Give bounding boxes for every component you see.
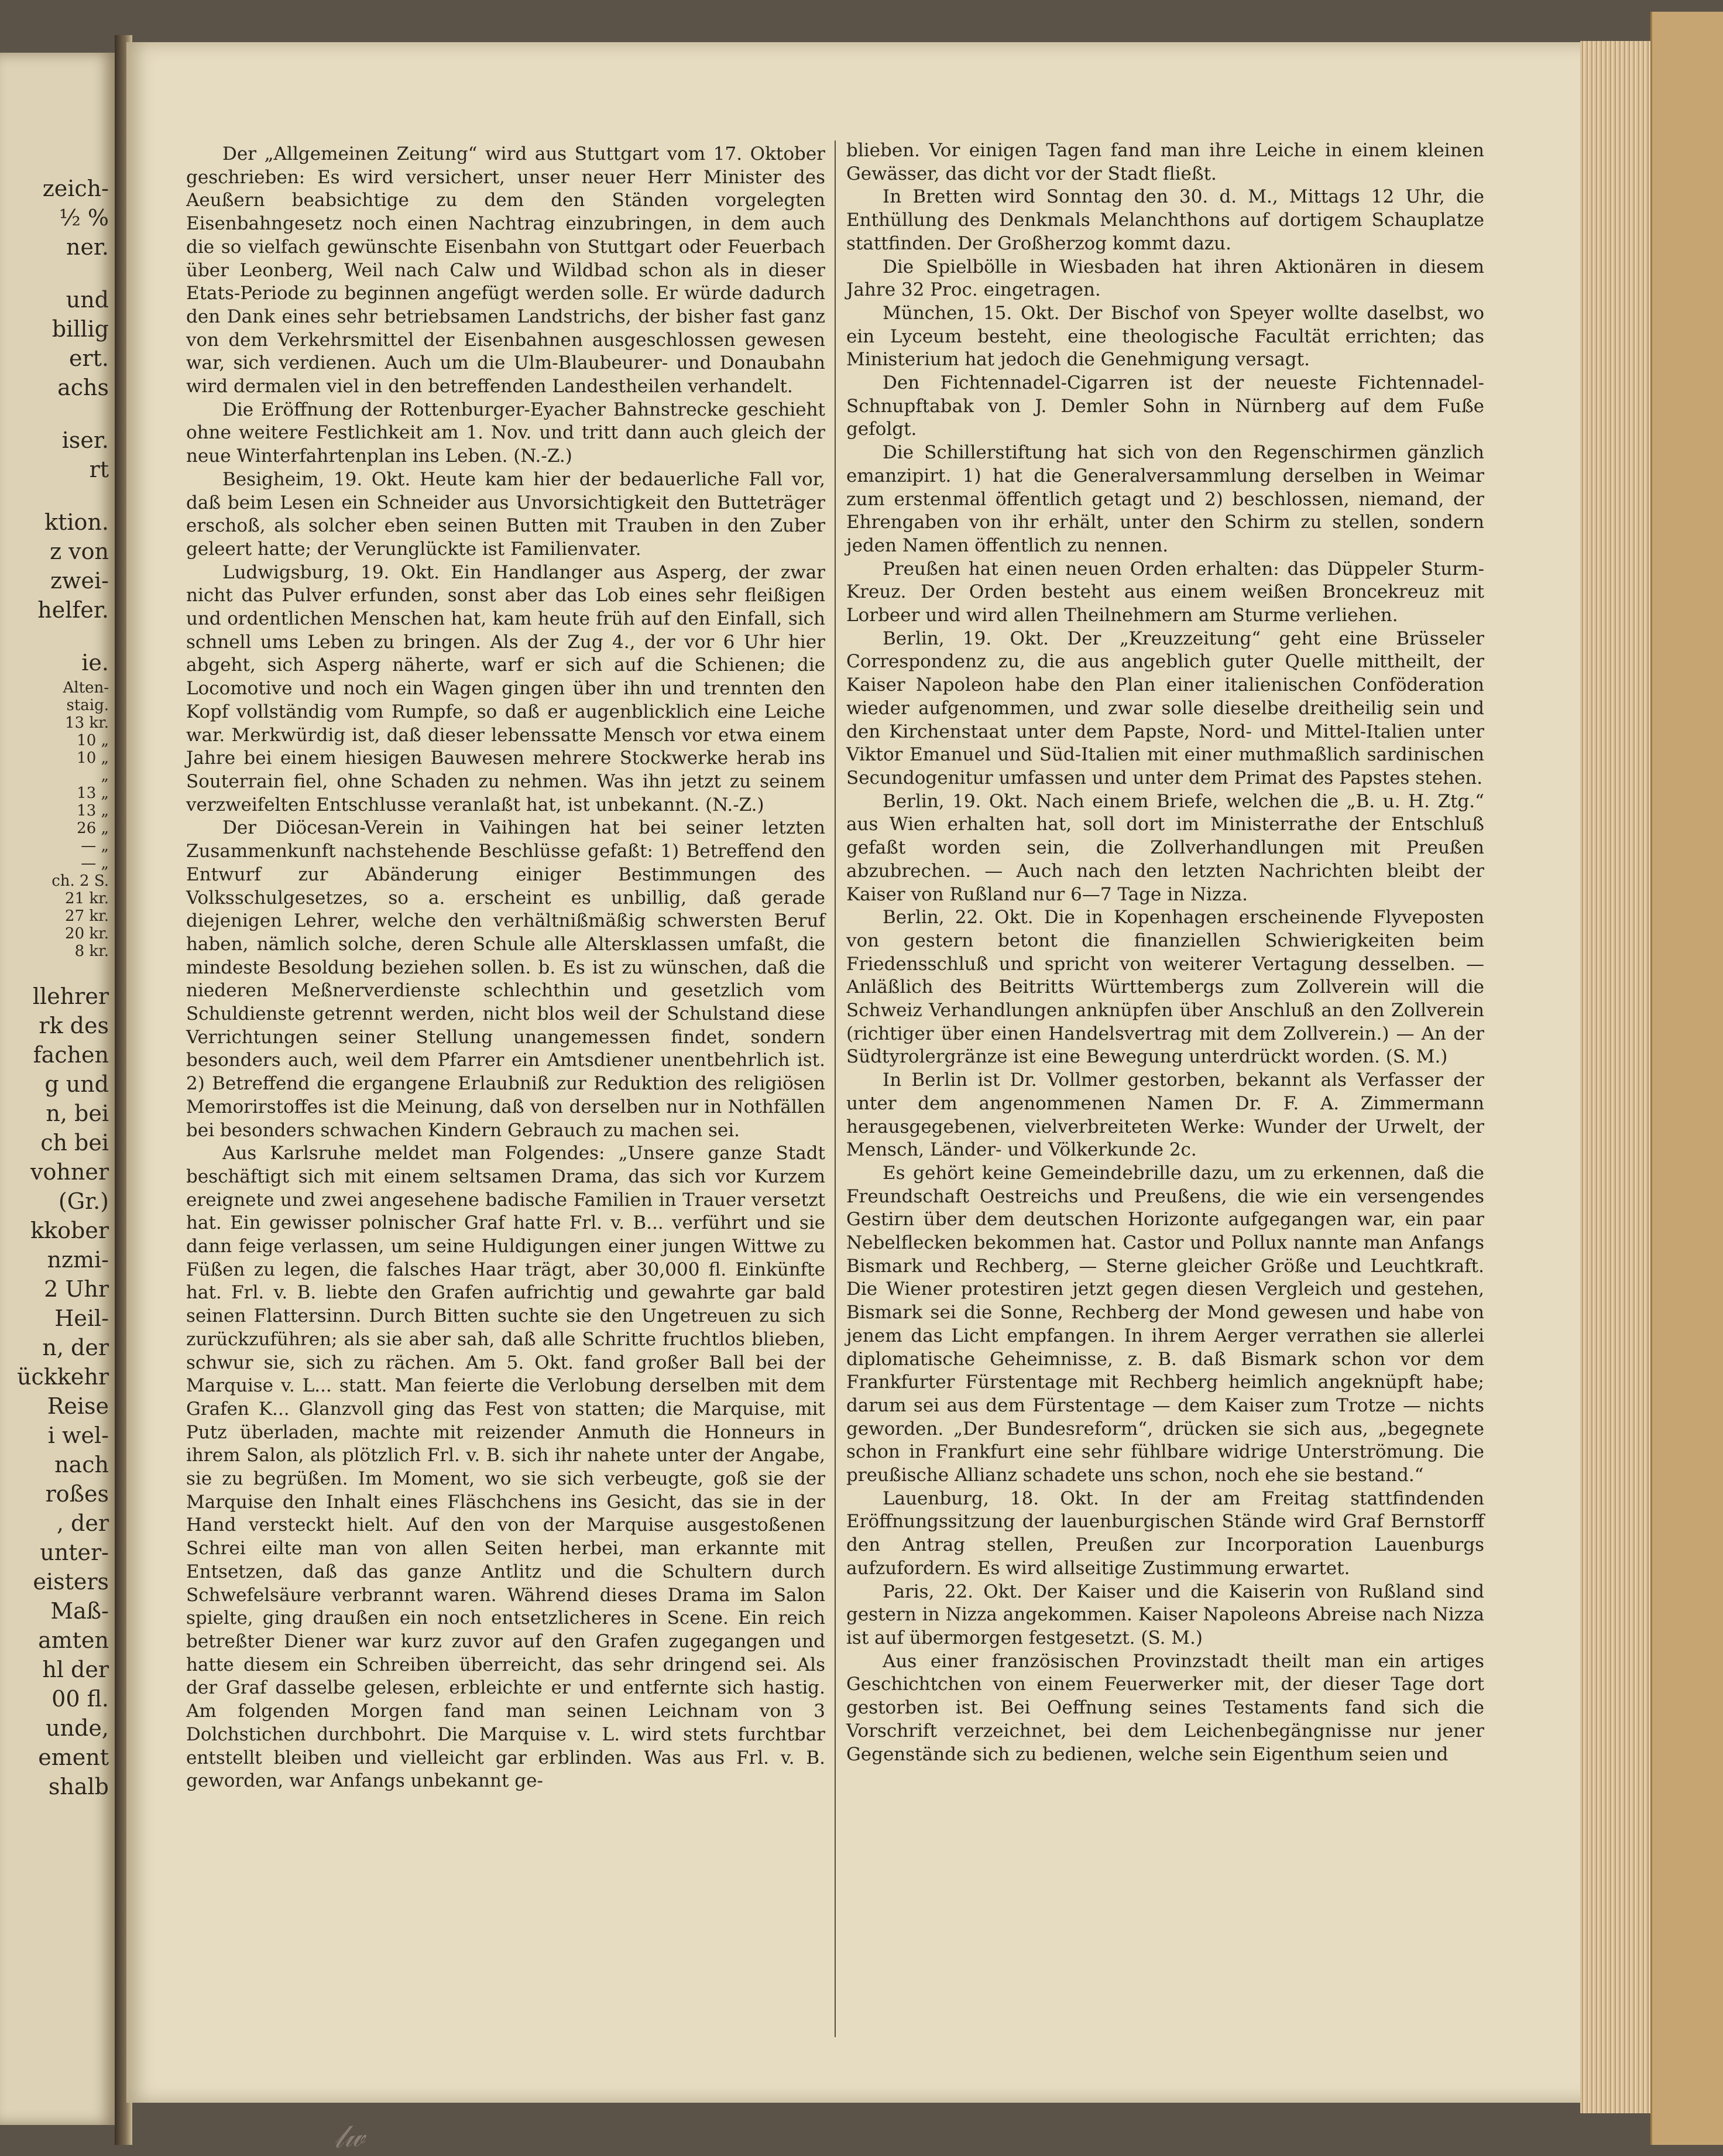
- facing-page-fragment: rt: [89, 457, 109, 482]
- facing-page-fragment: 13 „: [77, 784, 109, 802]
- facing-page-fragment: g und: [44, 1071, 109, 1097]
- facing-page-fragment: ert.: [68, 345, 109, 371]
- facing-page-fragment: n, der: [42, 1335, 109, 1360]
- facing-page-fragment: Reise: [47, 1393, 109, 1419]
- facing-page-fragment: i wel-: [47, 1423, 109, 1448]
- article-paragraph: Es gehört keine Gemeindebrille dazu, um zu erkennen, daß die Freundschaft Oestreichs und Preußens, die wie ein versengendes Gestirn über dem deutschen Horizonte aufgegangen war, ein paar Nebelflecken bekommen hat. Castor und Pollux nannte man Anfangs Bismark und Rechberg, — Sterne gleicher Größe und Leuchtkraft. Die Wiener protestiren jetzt gegen diesen Vergleich und gestehen, Bismark sei die Sonne, Rechberg der Mond gewesen und habe von jenem das Licht empfangen. In ihrem Aerger verrathen sie allerlei diplomatische Geheimnisse, z. B. daß Bismark schon vor dem Frankfurter Fürstentage mit Rechberg heimlich angeknüpft habe; darum sei aus dem Fürstentage — dem Kaiser zum Trotze — nichts geworden. „Der Bundesreform“, drücken sie sich aus, „begegnete schon in Frankfurt eine sehr fühlbare widrige Unterströmung. Die preußische Allianz schadete uns schon, noch ehe sie bestand.“: [846, 1162, 1484, 1486]
- facing-page-fragment: — „: [81, 855, 109, 872]
- facing-page-fragment: — „: [81, 837, 109, 855]
- facing-page-fragment: ktion.: [44, 509, 109, 535]
- facing-page-fragment: eisters: [33, 1569, 109, 1595]
- article-paragraph: Berlin, 19. Okt. Der „Kreuzzeitung“ geht eine Brüsseler Correspondenz zu, die aus angeblich guter Quelle mittheilt, der Kaiser Napoleon habe den Plan einer italienischen Conföderation wieder aufgenommen, und zwar solle dieselbe dreitheilig sein und den Kirchenstaat unter dem Papste, Nord- und Mittel-Italien unter Viktor Emanuel und Süd-Italien mit einer muthmaßlich sardinischen Secundogenitur umfassen und unter dem Primat des Papstes stehen.: [846, 628, 1484, 789]
- facing-page-fragment: rk des: [39, 1013, 109, 1038]
- facing-page-fragment: iser.: [61, 427, 109, 453]
- article-paragraph: München, 15. Okt. Der Bischof von Speyer wollte daselbst, wo ein Lyceum besteht, eine theologische Facultät errichten; das Ministerium hat jedoch die Genehmigung versagt.: [846, 302, 1484, 371]
- facing-page-fragment: zwei-: [50, 568, 109, 594]
- facing-page-fragment: Heil-: [54, 1305, 109, 1331]
- facing-page-fragment: 8 kr.: [74, 942, 109, 960]
- facing-page-fragment: 21 kr.: [65, 890, 109, 907]
- facing-page-fragment: roßes: [45, 1481, 109, 1507]
- facing-page-fragment: helfer.: [37, 597, 109, 623]
- article-paragraph: Der Diöcesan-Verein in Vaihingen hat bei seiner letzten Zusammenkunft nachstehende Beschlüsse gefaßt: 1) Betreffend den Entwurf zur Abänderung einiger Bestimmungen des Volksschulgesetzes, so a. erscheint es unbillig, daß gerade diejenigen Lehrer, welche den verhältnißmäßig schwersten Beruf haben, nämlich solche, deren Schule alle Altersklassen umfaßt, die mindeste Besoldung beziehen sollen. b. Es ist zu wünschen, daß die niederen Meßnerverdienste schlechthin und gesetzlich vom Schuldienste getrennt werden, nicht blos weil der Schulstand diese Verrichtungen seiner Stellung unangemessen findet, sondern besonders auch, weil dem Pfarrer ein Amtsdiener unentbehrlich ist. 2) Betreffend die ergangene Erlaubniß zur Reduktion des religiösen Memorirstoffes ist die Meinung, daß von derselben nur in Nothfällen bei besonders schwachen Kindern Gebrauch zu machen sei.: [186, 817, 825, 1141]
- book-cover-edge: [1650, 12, 1723, 2145]
- facing-page-fragment: 13 kr.: [65, 714, 109, 732]
- article-paragraph: Die Eröffnung der Rottenburger-Eyacher Bahnstrecke geschieht ohne weitere Festlichkeit am 1. Nov. und tritt dann auch gleich der neue Winterfahrtenplan ins Leben. (N.-Z.): [186, 399, 825, 467]
- article-paragraph: Aus einer französischen Provinzstadt theilt man ein artiges Geschichtchen von einem Feuerwerker mit, der dieser Tage dort gestorben ist. Bei Oeffnung seines Testaments fand sich die Vorschrift verzeichnet, bei dem Leichenbegängnisse nur jener Gegenstände sich zu bedienen, welche sein Eigenthum seien und: [846, 1650, 1484, 1765]
- facing-page-fragment: fachen: [33, 1042, 109, 1068]
- article-paragraph: In Berlin ist Dr. Vollmer gestorben, bekannt als Verfasser der unter dem angenommenen Namen Dr. F. A. Zimmermann herausgegebenen, vielverbreiteten Werke: Wunder der Urwelt, der Mensch, Länder- und Völkerkunde 2c.: [846, 1070, 1484, 1161]
- facing-page-fragment: und: [66, 287, 109, 313]
- article-paragraph: Die Spielbölle in Wiesbaden hat ihren Aktionären in diesem Jahre 32 Proc. eingetragen.: [846, 256, 1484, 301]
- facing-page-fragment: shalb: [48, 1774, 109, 1799]
- facing-page-fragment: Maß-: [50, 1598, 109, 1624]
- facing-page-fragment: ement: [38, 1744, 109, 1770]
- facing-page: [0, 53, 115, 2125]
- article-paragraph: Paris, 22. Okt. Der Kaiser und die Kaiserin von Rußland sind gestern in Nizza angekommen. Kaiser Napoleons Abreise nach Nizza ist auf übermorgen festgesetzt. (S. M.): [846, 1581, 1484, 1648]
- facing-page-fragment: 13 „: [77, 802, 109, 820]
- article-paragraph: In Bretten wird Sonntag den 30. d. M., Mittags 12 Uhr, die Enthüllung des Denkmals Melanchthons auf dortigem Schauplatze stattfinden. Der Großherzog kommt dazu.: [846, 186, 1484, 254]
- article-paragraph: Preußen hat einen neuen Orden erhalten: das Düppeler Sturm-Kreuz. Der Orden besteht aus einem weißen Broncekreuz mit Lorbeer und wird allen Theilnehmern am Sturme verliehen.: [846, 558, 1484, 626]
- facing-page-fragment: hl der: [42, 1657, 109, 1682]
- article-paragraph: Ludwigsburg, 19. Okt. Ein Handlanger aus Asperg, der zwar nicht das Pulver erfunden, sonst aber das Lob eines sehr fleißigen und ordentlichen Menschen hat, kam heute früh auf den Einfall, sich schnell ums Leben zu bringen. Als der Zug 4., der vor 6 Uhr hier abgeht, sich Asperg näherte, warf er sich auf die Schienen; die Locomotive und noch ein Wagen gingen über ihn und trennten den Kopf vollständig vom Rumpfe, so daß er augenblicklich eine Leiche war. Merkwürdig ist, daß dieser lebenssatte Mensch vor etwa einem Jahre bei einem hiesigen Bauwesen mehrere Stockwerke herab ins Souterrain fiel, ohne Schaden zu nehmen. Was ihn jetzt zu seinem verzweifelten Entschlusse veranlaßt hat, ist unbekannt. (N.-Z.): [186, 561, 825, 815]
- facing-page-fragment: ch bei: [40, 1130, 109, 1156]
- facing-page-fragment: 00 fl.: [52, 1686, 109, 1712]
- facing-page-fragment: unde,: [46, 1715, 109, 1741]
- facing-page-fragment: 2 Uhr: [44, 1276, 109, 1302]
- article-paragraph: Der „Allgemeinen Zeitung“ wird aus Stuttgart vom 17. Oktober geschrieben: Es wird versichert, unser neuer Herr Minister des Aeußern beabsichtige zu dem den Ständen vorgelegten Eisenbahngesetz noch einen Nachtrag einzubringen, in dem auch die so vielfach gewünschte Eisenbahn von Stuttgart oder Feuerbach über Leonberg, Weil nach Calw und Wildbad schon als in dieser Etats-Periode zu beginnen angefügt werden solle. Er würde dadurch den Dank eines sehr betriebsamen Landstrichs, der bisher fast ganz von dem Verkehrsmittel der Eisenbahnen ausgeschlossen gewesen war, sich verdienen. Auch um die Ulm-Blaubeurer- und Donaubahn wird dermalen viel in den betreffenden Landestheilen verhandelt.: [186, 143, 825, 397]
- facing-page-fragment: amten: [38, 1627, 109, 1653]
- facing-page-fragment: llehrer: [32, 983, 109, 1009]
- facing-page-fragment: nach: [54, 1452, 109, 1478]
- facing-page-fragment: staig.: [66, 697, 109, 714]
- facing-page-fragment: billig: [52, 316, 109, 342]
- article-paragraph: blieben. Vor einigen Tagen fand man ihre Leiche in einem kleinen Gewässer, das dicht vor der Stadt fließt.: [846, 140, 1484, 184]
- pencil-mark: 𝓁𝓌: [332, 2118, 366, 2155]
- facing-page-fragment: ie.: [81, 650, 109, 676]
- column-right: [846, 139, 1484, 1766]
- facing-page-fragment: 26 „: [77, 820, 109, 837]
- facing-page-fragment: ch. 2 S.: [52, 872, 109, 890]
- facing-page-fragment: Alten-: [63, 679, 109, 697]
- facing-page-fragment: z von: [50, 539, 109, 564]
- facing-page-fragment: ½ %: [59, 205, 109, 231]
- article-paragraph: Den Fichtennadel-Cigarren ist der neueste Fichtennadel-Schnupftabak von J. Demler Sohn in Nürnberg auf dem Fuße gefolgt.: [846, 372, 1484, 440]
- facing-page-fragment: 20 kr.: [65, 925, 109, 942]
- article-paragraph: Aus Karlsruhe meldet man Folgendes: „Unsere ganze Stadt beschäftigt sich mit einem seltsamen Drama, das sich vor Kurzem ereignete und zwei angesehene badische Familien in Trauer versetzt hat. Ein gewisser polnischer Graf hatte Frl. v. B... verführt und sie dann feige verlassen, um seine Huldigungen einer jungen Wittwe zu Füßen zu legen, die falsches Haar trägt, aber 30,000 fl. Einkünfte hat. Frl. v. B. liebte den Grafen aufrichtig und gewahrte gar bald seinen Flattersinn. Durch Bitten suchte sie den Ungetreuen zu sich zurückzuführen; als sie aber sah, daß alle Schritte fruchtlos blieben, schwur sie, sich zu rächen. Am 5. Okt. fand großer Ball bei der Marquise v. L... statt. Man feierte die Verlobung derselben mit dem Grafen K... Glanzvoll ging das Fest von statten; die Marquise, mit Putz überladen, machte mit reizender Anmuth die Honneurs in ihrem Salon, als plötzlich Frl. v. B. sich ihr nahete unter der Angabe, sie zu begrüßen. Im Moment, wo sie sich verbeugte, goß sie der Marquise den Inhalt eines Fläschchens ins Gesicht, das sie in der Hand versteckt hielt. Auf den von der Marquise ausgestoßenen Schrei eilte man von allen Seiten herbei, man erkannte mit Entsetzen, daß das ganze Antlitz und die Schultern durch Schwefelsäure verbrannt waren. Während dieses Drama im Salon spielte, ging draußen ein noch entsetzlicheres in Scene. Ein reich betreßter Diener war kurz zuvor auf den Grafen zugegangen und hatte diesem ein Schreiben überreicht, das sehr dringend sei. Als der Graf dasselbe gelesen, erbleichte er und entfernte sich hastig. Am folgenden Morgen fand man seinen Leichnam von 3 Dolchstichen durchbohrt. Die Marquise v. L. wird stets furchtbar entstellt bleiben und vielleicht gar erblinden. Was aus Frl. v. B. geworden, war Anfangs unbekannt ge-: [186, 1143, 825, 1792]
- facing-page-fragment: kkober: [30, 1218, 109, 1243]
- article-paragraph: Die Schillerstiftung hat sich von den Regenschirmen gänzlich emanzipirt. 1) hat die Generalversammlung derselben in Weimar zum erstenmal öffentlich getagt und 2) beschlossen, niemand, der Ehrengaben von ihr erhält, unter den Schirm zu stellen, sondern jeden Namen öffentlich zu nennen.: [846, 442, 1484, 556]
- column-divider: [835, 140, 836, 2037]
- facing-page-fragment: achs: [57, 375, 109, 400]
- facing-page-fragment: ückkehr: [17, 1364, 109, 1390]
- article-paragraph: Besigheim, 19. Okt. Heute kam hier der bedauerliche Fall vor, daß beim Lesen ein Schneider aus Unvorsichtigkeit den Butteträger erschoß, als solcher eben seinen Butten mit Trauben in den Zuber geleert hatte; der Verunglückte ist Familienvater.: [186, 468, 825, 560]
- article-paragraph: Berlin, 22. Okt. Die in Kopenhagen erscheinende Flyveposten von gestern betont die finanziellen Schwierigkeiten beim Friedensschluß und spricht von weiterer Vertagung desselben. — Anläßlich des Beitritts Württembergs zum Zollverein will die Schweiz Verhandlungen anknüpfen über Anschluß an den Zollverein (richtiger über einen Handelsvertrag mit dem Zollverein.) — An der Südtyrolergränze ist eine Bewegung unterdrückt worden. (S. M.): [846, 907, 1484, 1068]
- facing-page-fragment: 27 kr.: [65, 907, 109, 925]
- facing-page-fragment: , der: [56, 1510, 109, 1536]
- facing-page-fragment: zeich-: [42, 176, 109, 201]
- facing-page-fragment: nzmi-: [47, 1247, 109, 1273]
- article-paragraph: Lauenburg, 18. Okt. In der am Freitag stattfindenden Eröffnungssitzung der lauenburgischen Stände wird Graf Bernstorff den Antrag stellen, Preußen zur Incorporation Lauenburgs aufzufordern. Es wird allseitige Zustimmung erwartet.: [846, 1487, 1484, 1579]
- facing-page-fragment: ner.: [66, 234, 109, 260]
- column-left: [186, 143, 825, 1793]
- facing-page-fragment: vohner: [30, 1159, 109, 1185]
- facing-page-fragment: 10 „: [77, 732, 109, 749]
- facing-page-fragment: 10 „: [77, 749, 109, 767]
- facing-page-fragment: „: [101, 767, 109, 784]
- facing-page-fragment: (Gr.): [58, 1188, 109, 1214]
- facing-page-fragment: n, bei: [46, 1101, 109, 1126]
- article-paragraph: Berlin, 19. Okt. Nach einem Briefe, welchen die „B. u. H. Ztg.“ aus Wien erhalten hat, soll dort im Ministerrathe der Entschluß gefaßt worden sein, die Zollverhandlungen mit Preußen abzubrechen. — Auch nach den letzten Nachrichten bleibt der Kaiser von Rußland nur 6—7 Tage in Nizza.: [846, 790, 1484, 905]
- facing-page-fragment: unter-: [40, 1540, 109, 1565]
